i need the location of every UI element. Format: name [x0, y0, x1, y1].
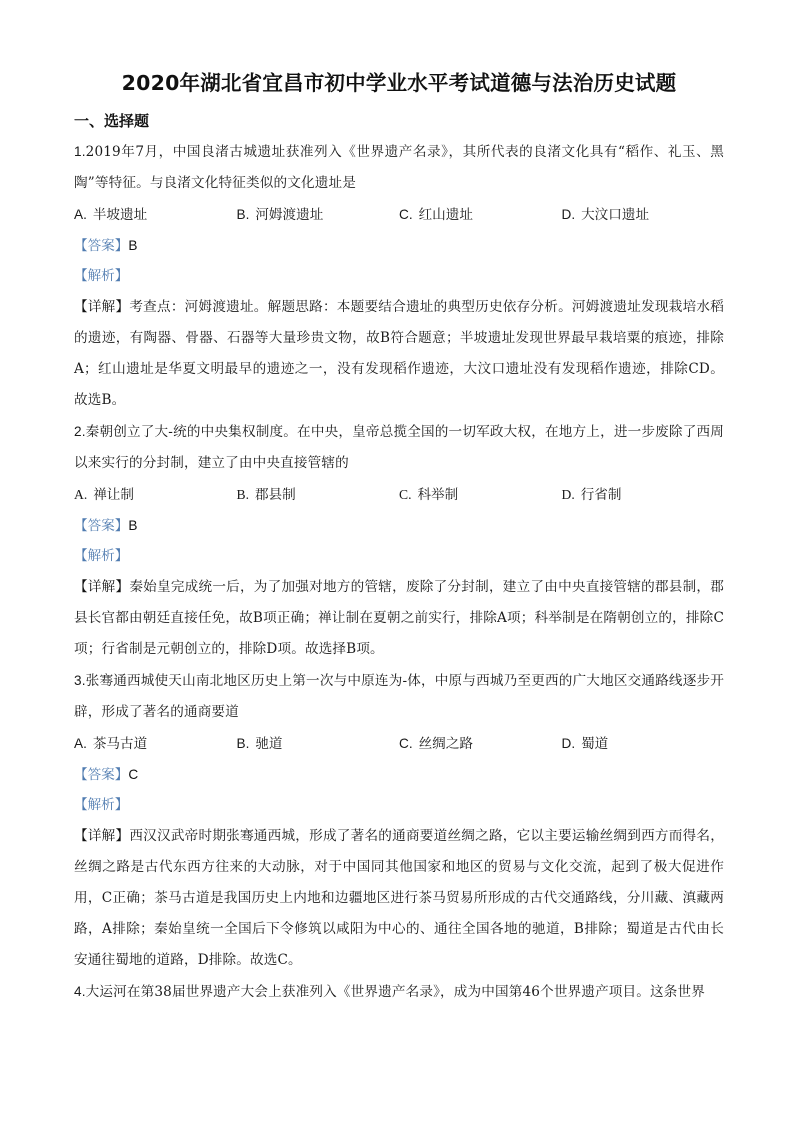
option-a	[74, 479, 237, 510]
question-number: 1.	[74, 144, 86, 159]
question-text: 大运河在第38届世界遗产大会上获准列入《世界遗产名录》，成为中国第46个世界遗产项目。这条世界	[85, 984, 706, 1000]
question-1	[74, 136, 724, 416]
section-heading: 一、选择题	[74, 112, 150, 130]
answer-label: 【答案】	[74, 238, 129, 254]
option-key: B.	[236, 736, 250, 751]
option-d	[562, 479, 725, 510]
option-key: D.	[561, 736, 576, 751]
option-d	[562, 728, 725, 759]
detail-text: 西汉汉武帝时期张骞通西城，形成了著名的通商要道丝绸之路，它以主要运输丝绸到西方而得名，丝绸之路是古代东西方往来的大动脉，对于中国同其他国家和地区的贸易与文化交流，起到了极大促进作用，C正确；茶马古道是我国历史上内地和边疆地区进行茶马贸易所形成的古代交通路线，分川藏、滇藏两路，A排除；秦始皇统一全国后下令修筑以咸阳为中心的、通往全国各地的驰道，B排除；蜀道是古代由长安通往蜀地的道路，D排除。故选C。	[74, 828, 724, 968]
document-title: 2020年湖北省宜昌市初中学业水平考试道德与法治历史试题	[121, 71, 677, 95]
option-text: 半坡遗址	[92, 207, 148, 223]
detail-paragraph	[74, 821, 724, 976]
option-key: D.	[561, 487, 575, 502]
option-key: C.	[399, 207, 413, 222]
option-b	[237, 199, 400, 230]
option-d	[562, 199, 725, 230]
detail-label: 【详解】	[74, 828, 130, 844]
option-key: C.	[399, 487, 412, 502]
question-stem	[74, 976, 724, 1008]
option-text: 蜀道	[581, 736, 609, 752]
analysis-line	[74, 790, 724, 821]
option-key: B.	[236, 207, 250, 222]
question-number: 3.	[74, 673, 86, 688]
option-a	[74, 728, 237, 759]
option-text: 科举制	[417, 487, 459, 503]
answer-line	[74, 759, 724, 790]
question-stem	[74, 416, 724, 479]
question-text: 张骞通西城使天山南北地区历史上第一次与中原连为-体，中原与西城乃至更西的广大地区交通路线逐步开辟，形成了著名的通商要道	[74, 673, 724, 720]
analysis-line	[74, 541, 724, 572]
option-text: 河姆渡遗址	[255, 207, 324, 223]
analysis-label: 【解析】	[74, 548, 129, 564]
option-b	[237, 728, 400, 759]
question-stem	[74, 136, 724, 199]
question-number: 4.	[74, 984, 86, 999]
options-row	[74, 479, 724, 510]
analysis-label: 【解析】	[74, 797, 129, 813]
option-text: 行省制	[580, 487, 622, 503]
detail-label: 【详解】	[74, 579, 130, 595]
option-key: A.	[74, 207, 87, 222]
answer-label: 【答案】	[74, 767, 129, 783]
option-text: 驰道	[255, 736, 283, 752]
analysis-label: 【解析】	[74, 268, 129, 284]
option-text: 禅让制	[93, 487, 134, 503]
question-text: 2019年7月，中国良渚古城遗址获准列入《世界遗产名录》，其所代表的良渚文化具有“稻作、礼玉、黑陶”等特征。与良渚文化特征类似的文化遗址是	[74, 144, 724, 191]
option-key: B.	[236, 487, 249, 502]
option-text: 丝绸之路	[418, 736, 473, 752]
option-text: 大汶口遗址	[581, 207, 650, 223]
answer-value: B	[128, 518, 138, 533]
detail-paragraph	[74, 292, 724, 416]
detail-label: 【详解】	[74, 299, 130, 315]
option-key: D.	[561, 207, 576, 222]
option-c	[399, 199, 562, 230]
question-4	[74, 976, 724, 1008]
analysis-line	[74, 261, 724, 292]
option-b	[237, 479, 400, 510]
option-c	[399, 479, 562, 510]
answer-value: B	[128, 238, 138, 253]
question-text: 秦朝创立了大-统的中央集权制度。在中央，皇帝总揽全国的一切军政大权，在地方上，进一步废除了西周以来实行的分封制，建立了由中央直接管辖的	[74, 424, 724, 471]
option-a	[74, 199, 237, 230]
option-key: A.	[74, 736, 87, 751]
option-key: C.	[399, 736, 413, 751]
option-key: A.	[74, 487, 88, 502]
options-row	[74, 728, 724, 759]
question-number: 2.	[74, 424, 86, 439]
question-2	[74, 416, 724, 665]
option-text: 红山遗址	[418, 207, 473, 223]
answer-line	[74, 230, 724, 261]
question-3	[74, 665, 724, 976]
answer-value: C	[128, 767, 139, 782]
option-text: 郡县制	[254, 487, 296, 503]
option-text: 茶马古道	[92, 736, 148, 752]
document-page	[74, 66, 724, 1008]
detail-text: 秦始皇完成统一后，为了加强对地方的管辖，废除了分封制，建立了由中央直接管辖的郡县制，郡县长官都由朝廷直接任免，故B项正确；禅让制在夏朝之前实行，排除A项；科举制是在隋朝创立的，排除C项；行省制是元朝创立的，排除D项。故选择B项。	[74, 579, 724, 657]
detail-text: 考查点：河姆渡遗址。解题思路：本题要结合遗址的典型历史依存分析。河姆渡遗址发现栽培水稻的遗迹，有陶器、骨器、石器等大量珍贵文物，故B符合题意；半坡遗址发现世界最早栽培粟的痕迹，排除A；红山遗址是华夏文明最早的遗迹之一，没有发现稻作遗迹，大汶口遗址没有发现稻作遗迹，排除CD。故选B。	[74, 299, 724, 408]
option-c	[399, 728, 562, 759]
question-stem	[74, 665, 724, 728]
answer-label: 【答案】	[74, 518, 129, 534]
detail-paragraph	[74, 572, 724, 665]
answer-line	[74, 510, 724, 541]
options-row	[74, 199, 724, 230]
